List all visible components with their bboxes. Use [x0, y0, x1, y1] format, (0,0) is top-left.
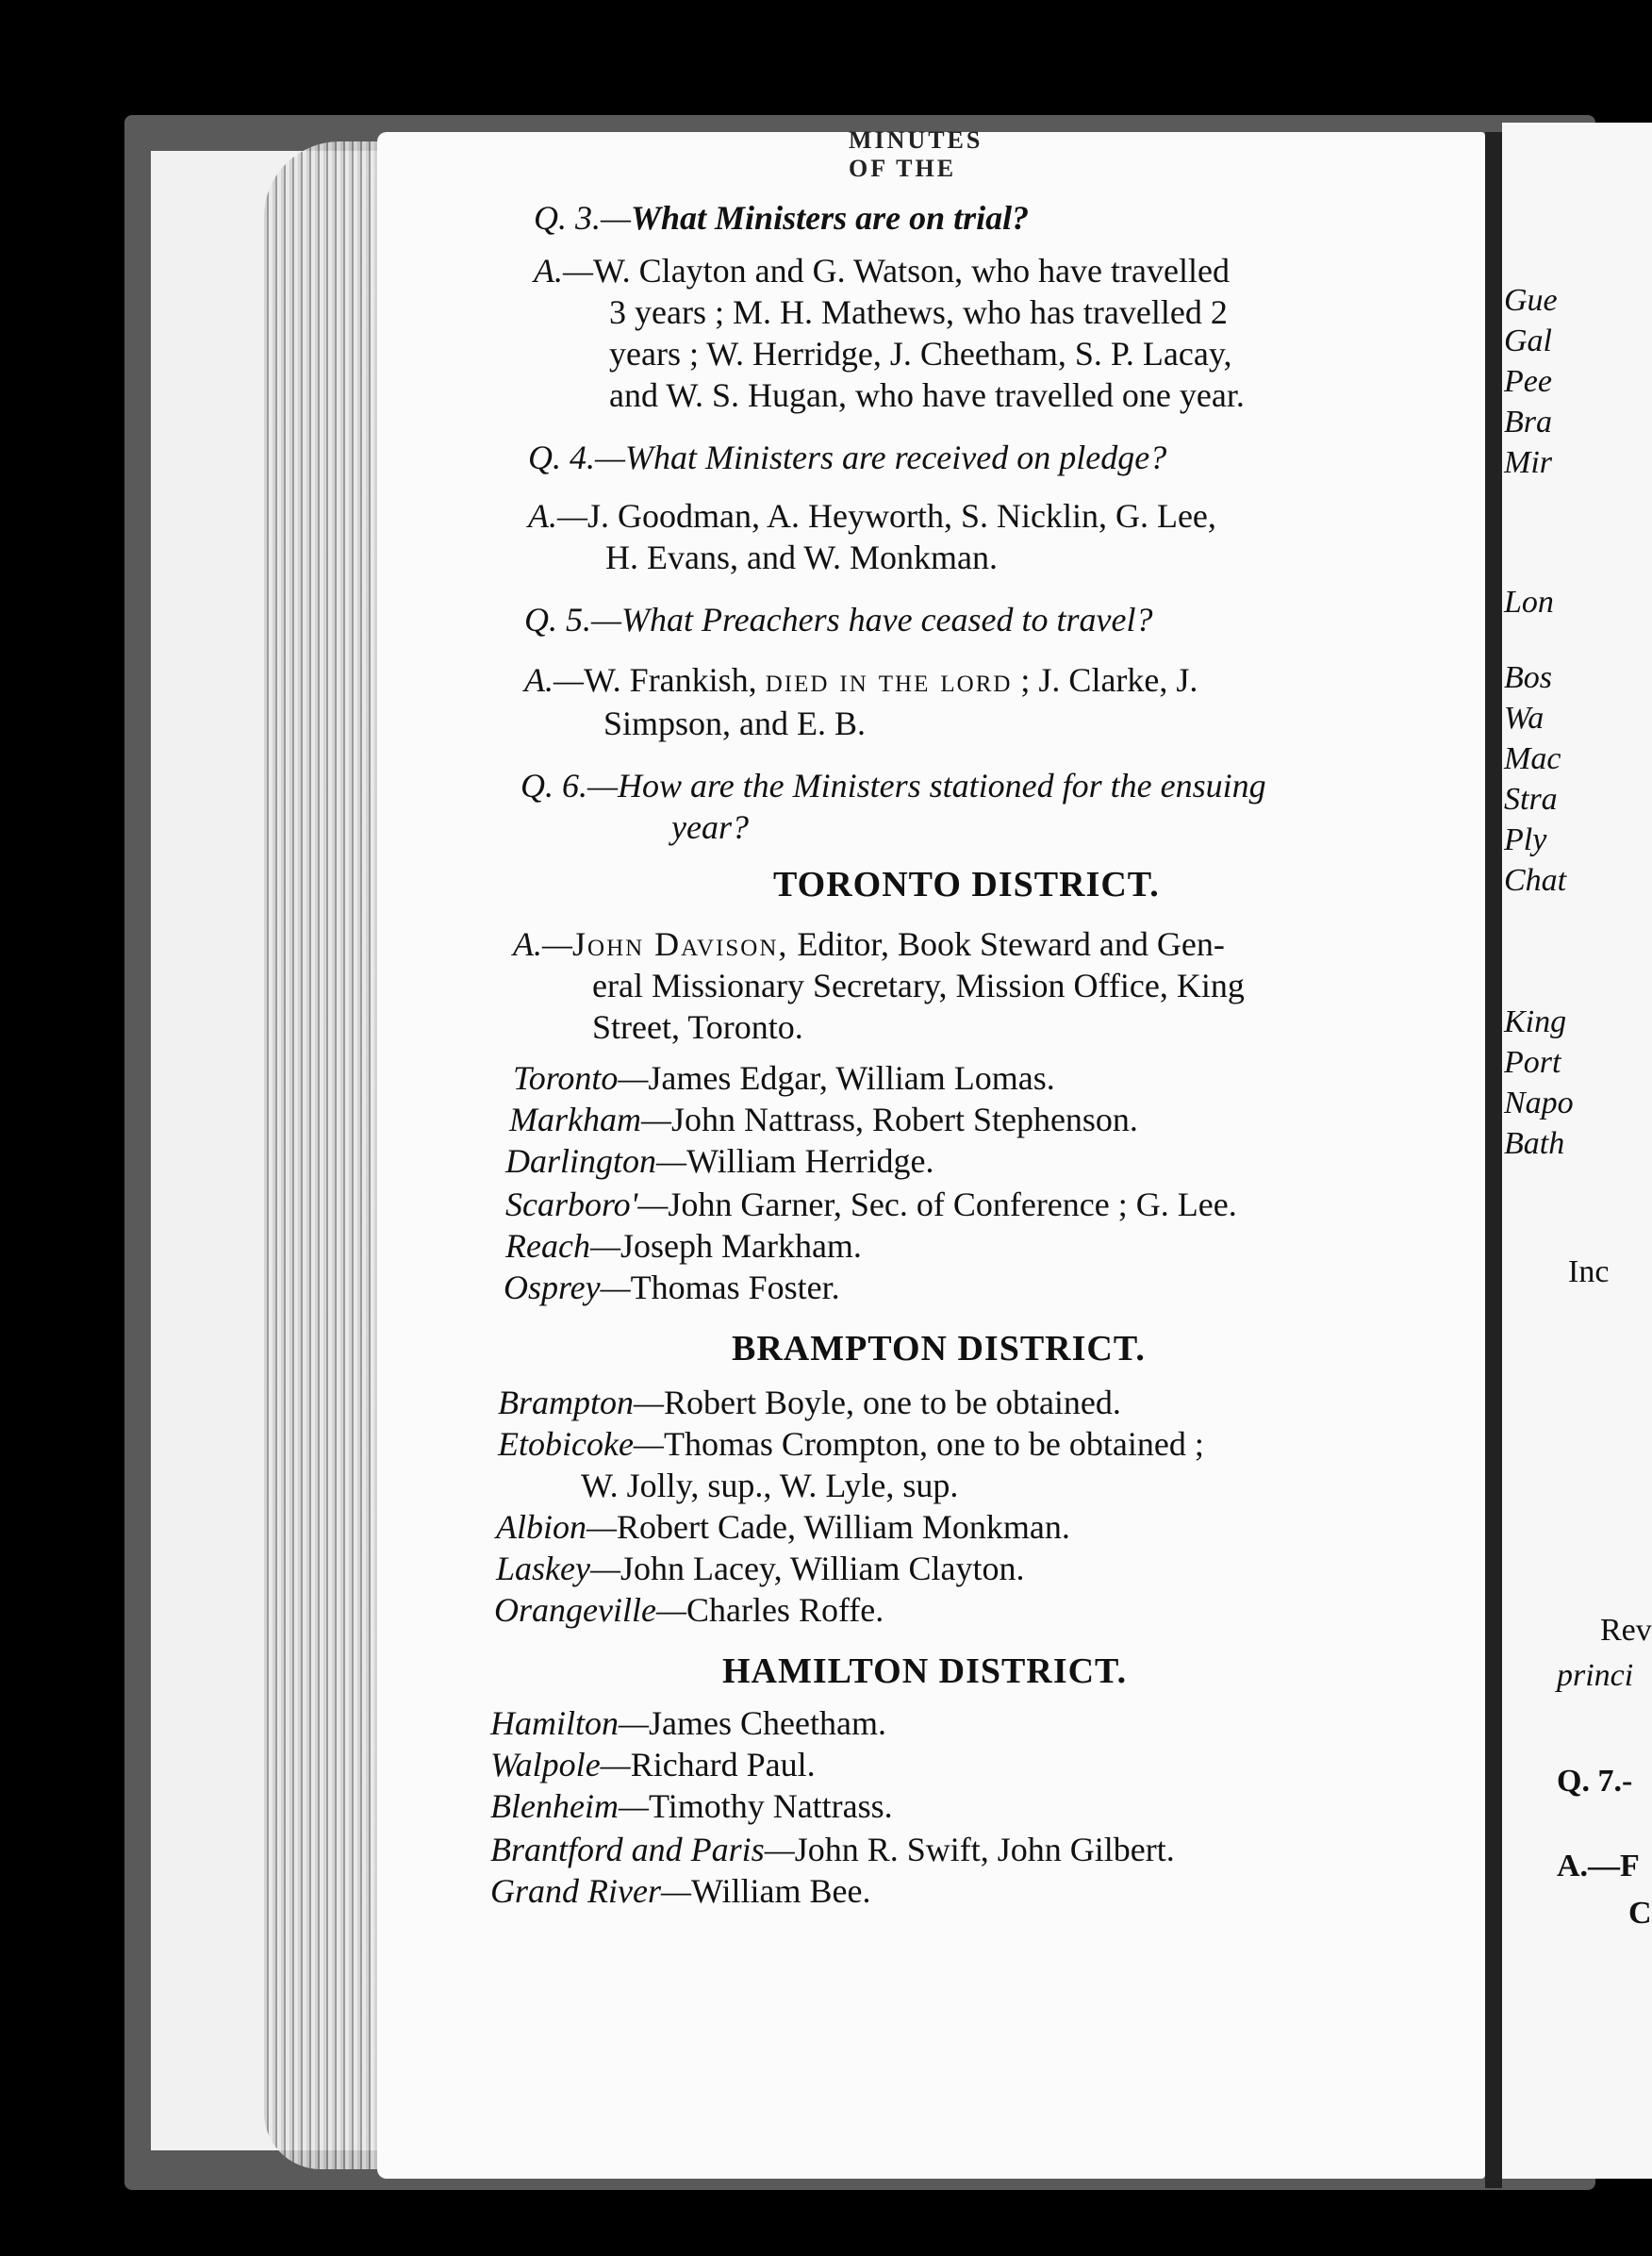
district-heading: HAMILTON DISTRICT.: [722, 1651, 1128, 1691]
right-fragment: C: [1628, 1896, 1652, 1931]
station-ministers: Richard Paul.: [630, 1746, 816, 1783]
answer-5-line-1: [524, 660, 1198, 700]
right-fragment: Port: [1504, 1045, 1561, 1080]
station-place: Walpole—: [490, 1746, 631, 1783]
answer-label: A.—: [524, 661, 584, 699]
station-row: [505, 1141, 934, 1181]
question-6-line-2: year?: [671, 808, 749, 846]
answer-4-line-2: H. Evans, and W. Monkman.: [605, 539, 998, 576]
station-place: Albion—: [496, 1508, 618, 1546]
running-title: MINUTES OF THE: [849, 126, 983, 182]
answer-text: W. Frankish,: [584, 661, 757, 699]
right-fragment: princi: [1557, 1658, 1634, 1693]
right-fragment: Mir: [1504, 445, 1552, 480]
station-row: [490, 1871, 870, 1911]
minister-name: John Davison,: [572, 925, 789, 963]
answer-label: A.—: [528, 497, 587, 535]
station-place: Scarboro'—: [505, 1186, 669, 1223]
station-place: Hamilton—: [490, 1704, 650, 1742]
station-ministers: Thomas Foster.: [630, 1269, 840, 1306]
station-place: Osprey—: [504, 1269, 631, 1306]
station-row: [490, 1745, 816, 1784]
station-place: Brampton—: [498, 1384, 665, 1421]
station-row: [490, 1830, 1175, 1869]
davison-line-2: eral Missionary Secretary, Mission Office, King: [592, 967, 1245, 1004]
right-fragment: A.—F: [1557, 1849, 1640, 1883]
book-gutter: [1485, 132, 1502, 2188]
answer-3-line-2: 3 years ; M. H. Mathews, who has travelled 2: [609, 293, 1228, 331]
right-fragment: Inc: [1568, 1254, 1610, 1289]
right-fragment: Bos: [1504, 660, 1552, 695]
station-ministers: John R. Swift, John Gilbert.: [794, 1831, 1175, 1868]
question-text: What Preachers have ceased to travel?: [621, 601, 1153, 639]
question-5: [524, 600, 1153, 639]
right-fragment: Wa: [1504, 701, 1545, 736]
answer-3-line-1: [534, 251, 1230, 290]
station-row: [490, 1786, 893, 1826]
station-place: Reach—: [505, 1227, 620, 1265]
right-page: [1502, 123, 1652, 2179]
station-row: [496, 1549, 1024, 1588]
answer-4-line-1: [528, 496, 1216, 536]
station-place: Grand River—: [490, 1872, 691, 1910]
station-row: [505, 1185, 1237, 1224]
right-fragment: Gue: [1504, 283, 1558, 318]
station-ministers: Thomas Crompton, one to be obtained ;: [663, 1425, 1204, 1463]
station-place: Markham—: [509, 1101, 671, 1138]
station-ministers: John Nattrass, Robert Stephenson.: [670, 1101, 1138, 1138]
district-heading: BRAMPTON DISTRICT.: [732, 1329, 1146, 1369]
question-text: What Ministers are on trial?: [631, 199, 1030, 237]
station-ministers: Robert Cade, William Monkman.: [617, 1508, 1070, 1546]
answer-label: A.—: [534, 252, 593, 290]
right-fragment: Bath: [1504, 1126, 1565, 1161]
answer-3-line-4: and W. S. Hugan, who have travelled one year.: [609, 376, 1245, 414]
answer-text: W. Clayton and G. Watson, who have travelled: [593, 252, 1230, 290]
station-ministers: John Lacey, William Clayton.: [620, 1550, 1025, 1587]
station-row: [581, 1466, 958, 1505]
station-row: [509, 1100, 1138, 1139]
right-fragment: King: [1504, 1004, 1567, 1039]
station-row: [505, 1226, 862, 1266]
answer-small-caps: died in the lord: [765, 661, 1013, 699]
station-place: Brantford and Paris—: [490, 1831, 795, 1868]
right-fragment: Chat: [1504, 863, 1567, 898]
station-place: Darlington—: [505, 1142, 687, 1180]
right-fragment: Lon: [1504, 585, 1554, 620]
station-ministers: John Garner, Sec. of Conference ; G. Lee.: [668, 1186, 1237, 1223]
station-ministers: James Edgar, William Lomas.: [648, 1059, 1055, 1097]
question-label: Q. 5.—: [524, 601, 622, 639]
station-ministers: James Cheetham.: [649, 1704, 886, 1742]
station-place: Laskey—: [496, 1550, 620, 1587]
answer-text: J. Goodman, A. Heyworth, S. Nicklin, G. Lee,: [587, 497, 1216, 535]
answer-5-line-2: Simpson, and E. B.: [603, 705, 867, 742]
question-label: Q. 3.—: [534, 199, 632, 237]
station-ministers: Charles Roffe.: [686, 1591, 884, 1629]
question-label: Q. 6.—: [520, 767, 619, 805]
right-fragment: Pee: [1504, 364, 1552, 399]
question-text: What Ministers are received on pledge?: [625, 439, 1167, 476]
answer-label: A.—: [513, 925, 572, 963]
right-fragment: Rev: [1600, 1613, 1652, 1648]
davison-line-3: Street, Toronto.: [592, 1008, 803, 1046]
station-row: [498, 1424, 1204, 1464]
question-label: Q. 4.—: [528, 439, 626, 476]
right-fragment: Mac: [1504, 741, 1561, 776]
question-3: [534, 198, 1029, 238]
station-row: [513, 1058, 1055, 1098]
station-ministers: William Herridge.: [686, 1142, 934, 1180]
station-ministers: Robert Boyle, one to be obtained.: [664, 1384, 1121, 1421]
station-ministers: William Bee.: [690, 1872, 871, 1910]
station-row: [498, 1383, 1121, 1422]
page-edges: [264, 141, 396, 2169]
right-fragment: Napo: [1504, 1086, 1574, 1120]
station-ministers: Timothy Nattrass.: [648, 1787, 893, 1825]
station-place: Toronto—: [513, 1059, 649, 1097]
station-row: [504, 1268, 840, 1307]
station-place: Etobicoke—: [498, 1425, 664, 1463]
station-ministers: W. Jolly, sup., W. Lyle, sup.: [581, 1467, 959, 1504]
station-place: Orangeville—: [494, 1591, 686, 1629]
right-fragment: Ply: [1504, 822, 1547, 857]
right-fragment: Q. 7.-: [1557, 1764, 1633, 1799]
right-fragment: Bra: [1504, 405, 1552, 440]
question-4: [528, 438, 1166, 477]
station-ministers: Joseph Markham.: [620, 1227, 862, 1265]
question-text: How are the Ministers stationed for the ensuing: [618, 767, 1266, 805]
district-heading: TORONTO DISTRICT.: [773, 865, 1160, 904]
minister-role: Editor, Book Steward and Gen-: [797, 925, 1225, 963]
answer-3-line-3: years ; W. Herridge, J. Cheetham, S. P. Lacay,: [609, 335, 1232, 373]
right-fragment: Stra: [1504, 782, 1558, 817]
answer-text: ; J. Clarke, J.: [1020, 661, 1198, 699]
right-fragment: Gal: [1504, 323, 1552, 358]
station-row: [490, 1703, 886, 1743]
station-place: Blenheim—: [490, 1787, 649, 1825]
station-row: [496, 1507, 1070, 1547]
question-6: [520, 766, 1266, 805]
station-row: [494, 1590, 884, 1630]
davison-line-1: [513, 924, 1225, 964]
